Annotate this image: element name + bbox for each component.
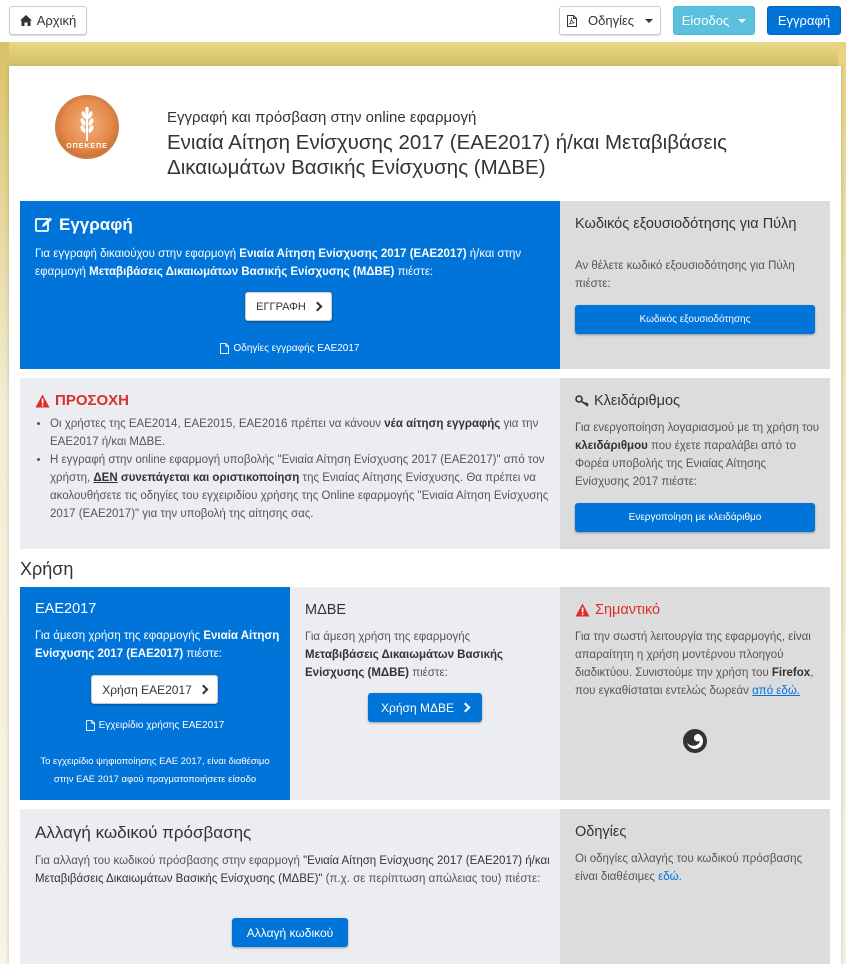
key-icon — [575, 395, 589, 407]
top-navbar — [0, 0, 846, 42]
change-password-button[interactable]: Αλλαγή κωδικού — [232, 918, 348, 947]
edit-icon — [35, 217, 53, 233]
caret-down-icon — [738, 19, 746, 23]
main-card — [9, 66, 841, 964]
keycode-panel — [560, 378, 830, 549]
mdbe-usage-panel — [290, 587, 560, 800]
pdf-file-icon — [220, 343, 229, 354]
guides-dropdown-button[interactable] — [559, 6, 661, 35]
chevron-right-icon — [198, 685, 208, 695]
keycode-title: Κλειδάριθμος — [594, 393, 681, 409]
registration-title: Εγγραφή — [59, 215, 133, 234]
registration-panel — [20, 201, 560, 369]
guides-text: Οι οδηγίες αλλαγής του κωδικού πρόσβασης είναι διαθέσιμες εδώ. — [575, 853, 803, 883]
password-change-panel — [20, 809, 560, 964]
caret-down-icon — [645, 19, 653, 23]
guides-label: Οδηγίες — [587, 13, 635, 28]
list-item: • Οι χρήστες της ΕΑΕ2014, ΕΑΕ2015, ΕΑΕ2016 πρέπει να κάνουν νέα αίτηση εγγραφής για την ΕΑΕ2017 ή/και ΜΔΒΕ. — [50, 415, 550, 451]
pdf-file-icon — [567, 15, 577, 27]
use-eae-button[interactable]: Χρήση ΕΑΕ2017 — [91, 675, 218, 704]
page-subtitle: Εγγραφή και πρόσβαση στην online εφαρμογή — [167, 109, 477, 126]
background-wheat-left — [0, 42, 9, 964]
important-panel — [560, 587, 830, 800]
register-nav-button[interactable] — [767, 6, 841, 35]
pdf-file-icon — [86, 720, 95, 731]
page-title: Ενιαία Αίτηση Ενίσχυσης 2017 (ΕΑΕ2017) ή/και Μεταβιβάσεις Δικαιωμάτων Βασικής Ενίσχυσης (ΜΔΒΕ) — [167, 131, 728, 179]
eae-manual-note: Το εγχειρίδιο ψηφιοποίησης ΕΑΕ 2017, είναι διαθέσιμο στην ΕΑΕ 2017 αφού πραγματοποιήσετε είσοδο — [40, 756, 270, 785]
important-text: Για την σωστή λειτουργία της εφαρμογής, είναι απαραίτητη η χρήση μοντέρνου πλοηγού διαδικτύου. Συνιστούμε την χρήση του Firefox, που εγκαθίσταται εντελώς δωρεάν από εδώ. — [575, 631, 814, 697]
portal-code-text: Αν θέλετε κωδικό εξουσιοδότησης για Πύλη πιέστε: — [575, 260, 795, 290]
guides-panel — [560, 809, 830, 964]
logo-text: ΟΠΕΚΕΠΕ — [66, 143, 108, 150]
password-change-title: Αλλαγή κωδικού πρόσβασης — [35, 823, 252, 842]
login-label: Είσοδος — [681, 13, 730, 28]
keycode-text: Για ενεργοποίηση λογαριασμού με τη χρήση του κλειδάριθμου που έχετε παραλάβει από το Φορέα υποβολής της Ενιαίας Αίτησης Ενίσχυσης 2017 πιέστε: — [575, 422, 820, 488]
opekepe-logo — [55, 95, 119, 159]
home-button[interactable] — [9, 6, 87, 35]
list-item: • Η εγγραφή στην online εφαρμογή υποβολής "Ενιαία Αίτηση Ενίσχυσης 2017 (ΕΑΕ2017)" από τον χρήστη, ΔΕΝ συνεπάγεται και οριστικοποίηση της Ενιαίας Αίτησης Ενίσχυσης. Θα πρέπει να ακολουθήσετε τις οδηγίες του εγχειριδίου χρήσης της Online εφαρμογής "Ενιαία Αίτηση Ενίσχυσης 2017 (ΕΑΕ2017)" για την υποβολή της αίτησης σας. — [50, 451, 550, 523]
registration-guide-link[interactable]: Οδηγίες εγγραφής ΕΑΕ2017 — [20, 343, 560, 354]
eae-usage-panel — [20, 587, 290, 800]
chevron-right-icon — [461, 703, 471, 713]
guides-here-link[interactable]: εδώ. — [658, 871, 682, 883]
eae-manual-link[interactable]: Εγχειρίδιο χρήσης ΕΑΕ2017 — [20, 720, 290, 731]
portal-code-button[interactable]: Κωδικός εξουσιοδότησης — [575, 305, 815, 334]
portal-code-panel — [560, 201, 830, 369]
firefox-icon[interactable] — [682, 728, 708, 754]
home-label: Αρχική — [36, 13, 77, 28]
mdbe-usage-text: Για άμεση χρήση της εφαρμογής Μεταβιβάσεις Δικαιωμάτων Βασικής Ενίσχυσης (ΜΔΒΕ) πιέστε: — [305, 631, 504, 679]
mdbe-usage-title: ΜΔΒΕ — [305, 602, 347, 618]
guides-title: Οδηγίες — [575, 824, 627, 840]
home-icon — [20, 15, 32, 26]
eae-usage-text: Για άμεση χρήση της εφαρμογής Ενιαία Αίτηση Ενίσχυσης 2017 (ΕΑΕ2017) πιέστε: — [35, 630, 280, 660]
register-label: Εγγραφή — [777, 13, 831, 28]
keycode-activate-button[interactable]: Ενεργοποίηση με κλειδάριθμο — [575, 503, 815, 532]
chevron-right-icon — [312, 302, 322, 312]
use-mdbe-button[interactable]: Χρήση ΜΔΒΕ — [368, 693, 482, 722]
password-change-text: Για αλλαγή του κωδικού πρόσβασης στην εφαρμογή "Ενιαία Αίτηση Ενίσχυσης 2017 (ΕΑΕ2017) ή/και Μεταβιβάσεις Δικαιωμάτων Βασικής Ενίσχυσης (ΜΔΒΕ)" (π.χ. σε περίπτωση απώλειας του) πιέστε: — [35, 855, 550, 885]
attention-list — [35, 415, 550, 523]
wheat-icon — [71, 107, 103, 143]
warning-icon — [575, 603, 590, 617]
firefox-download-link[interactable]: από εδώ. — [752, 685, 801, 697]
registration-text: Για εγγραφή δικαιούχου στην εφαρμογή Ενιαία Αίτηση Ενίσχυσης 2017 (ΕΑΕ2017) ή/και στην εφαρμογή Μεταβιβάσεις Δικαιωμάτων Βασικής Ενίσχυσης (ΜΔΒΕ) πιέστε: — [35, 248, 522, 278]
register-button[interactable]: ΕΓΓΡΑΦΗ — [245, 292, 332, 321]
warning-icon — [35, 394, 50, 408]
portal-code-title: Κωδικός εξουσιοδότησης για Πύλη — [575, 216, 797, 232]
important-title: Σημαντικό — [595, 602, 661, 618]
eae-usage-title: ΕΑΕ2017 — [35, 601, 97, 617]
attention-title: ΠΡΟΣΟΧΗ — [55, 392, 130, 409]
login-dropdown-button[interactable] — [673, 6, 755, 35]
attention-panel — [20, 378, 560, 549]
usage-section-title: Χρήση — [20, 559, 74, 579]
